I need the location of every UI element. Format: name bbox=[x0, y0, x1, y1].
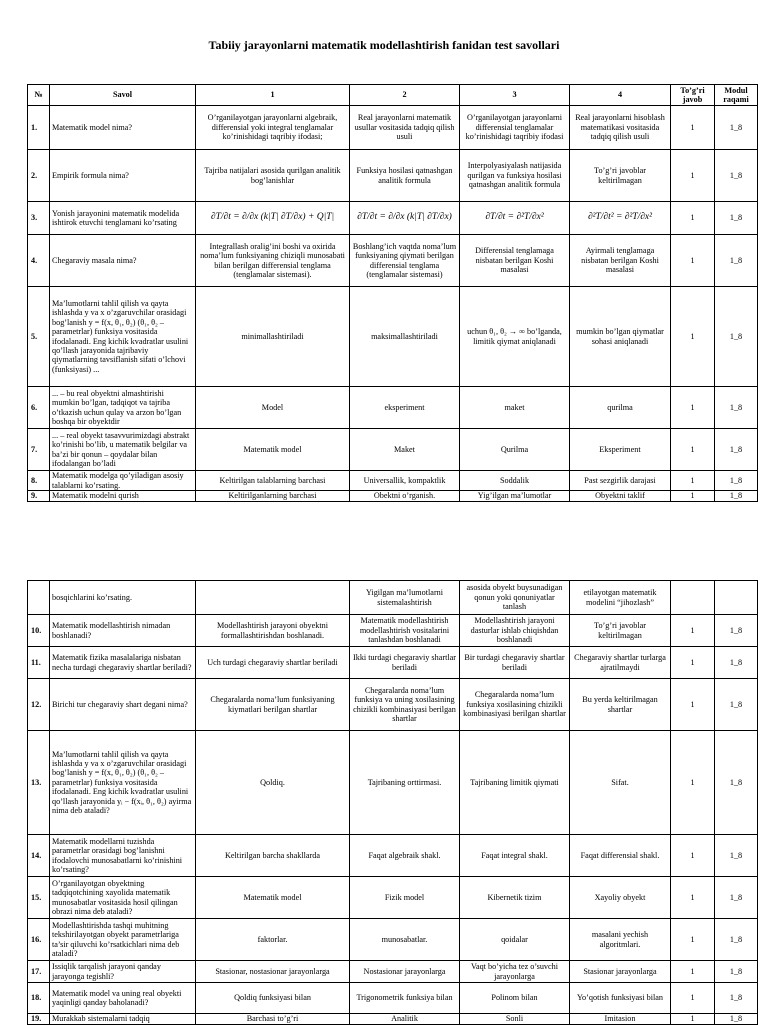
option-4: Faqat differensial shakl. bbox=[570, 835, 671, 877]
option-1: Qoldiq. bbox=[196, 731, 350, 835]
option-1: Keltirilgan talablarning barchasi bbox=[196, 471, 350, 491]
option-2: Matematik modellashtirish modellashtirish vositalarini tanlashdan boshlanadi bbox=[350, 615, 460, 647]
option-4: Obyektni taklif bbox=[570, 491, 671, 502]
module-number: 1_8 bbox=[715, 961, 758, 983]
option-4: To’g’ri javoblar keltirilmagan bbox=[570, 615, 671, 647]
question-number: 5. bbox=[28, 287, 50, 387]
question-text: ... – real obyekt tasavvurimizdagi abstrakt ko’rinishi bo’lib, u matematik belgilar va ba’zi bir qonun – qoydalar bilan ifodalangan bo’ladi bbox=[50, 429, 196, 471]
question-text: Ma’lumotlarni tahlil qilish va qayta ishlashda y va x o’zgaruvchilar orasidagi bog’lanish y = f(x, θ₁, θ₂) (θ₁, θ₂ – parametrlar) funksiya vositasida ifodalanadi. Eng kichik kvadratlar usulini qo’llash jarayonida yᵢ − f(xᵢ, θ₁, θ₂) ayirma nima deb ataladi? bbox=[50, 731, 196, 835]
question-text: Matematik model nima? bbox=[50, 106, 196, 150]
option-4: Chegaraviy shartlar turlarga ajratilmaydi bbox=[570, 647, 671, 679]
question-text: Issiqlik tarqalish jarayoni qanday jarayonga tegishli? bbox=[50, 961, 196, 983]
question-number: 14. bbox=[28, 835, 50, 877]
option-3: Modellashtirish jarayoni dasturlar ishlab chiqishdan boshlanadi bbox=[460, 615, 570, 647]
question-text: Modellashtirishda tashqi muhitning tekshirilayotgan obyekt parametrlariga ta’sir qiluvchi ko’rsatkichlari nima deb ataladi? bbox=[50, 919, 196, 961]
option-2: ∂T/∂t = ∂/∂x (k|T| ∂T/∂x) bbox=[350, 202, 460, 235]
question-text: Empirik formula nima? bbox=[50, 150, 196, 202]
option-2: Chegaralarda noma’lum funksiya va uning xosilasining chizikli kombinasiyasi berilgan shartlar bbox=[350, 679, 460, 731]
question-number: 10. bbox=[28, 615, 50, 647]
question-number: 9. bbox=[28, 491, 50, 502]
questions-table-part1 bbox=[27, 84, 758, 502]
question-text: Ma’lumotlarni tahlil qilish va qayta ishlashda y va x o’zgaruvchilar orasidagi bog’lanish y = f(x, θ₁, θ₂) (θ₁, θ₂ – parametrlar) funksiya vositasida ifodalanadi. Eng kichik kvadratlar usulini qo’llash jarayonida tajribaviy qiymatlarning tavsiflanish sifati o’lchovi (funksiyasi) ... bbox=[50, 287, 196, 387]
correct-answer: 1 bbox=[671, 647, 715, 679]
module-number: 1_8 bbox=[715, 835, 758, 877]
correct-answer bbox=[671, 581, 715, 615]
option-2: eksperiment bbox=[350, 387, 460, 429]
question-number: 6. bbox=[28, 387, 50, 429]
module-number: 1_8 bbox=[715, 731, 758, 835]
question-text: O’rganilayotgan obyektning tadqiqotchining xayolida matematik munosabatlar vositasida hosil qilingan obrazi nima deb ataladi? bbox=[50, 877, 196, 919]
option-4: mumkin bo’lgan qiymatlar sohasi aniqlanadi bbox=[570, 287, 671, 387]
option-4: qurilma bbox=[570, 387, 671, 429]
option-2: Trigonometrik funksiya bilan bbox=[350, 983, 460, 1014]
module-number: 1_8 bbox=[715, 647, 758, 679]
option-4: Past sezgirlik darajasi bbox=[570, 471, 671, 491]
question-number: 7. bbox=[28, 429, 50, 471]
option-2: Universallik, kompaktlik bbox=[350, 471, 460, 491]
option-2: Ikki turdagi chegaraviy shartlar beriladi bbox=[350, 647, 460, 679]
table-row bbox=[28, 731, 758, 835]
option-1: Model bbox=[196, 387, 350, 429]
option-1: Uch turdagi chegaraviy shartlar beriladi bbox=[196, 647, 350, 679]
correct-answer: 1 bbox=[671, 287, 715, 387]
question-text: Chegaraviy masala nima? bbox=[50, 235, 196, 287]
option-1: Chegaralarda noma’lum funksiyaning kiymatlari berilgan shartlar bbox=[196, 679, 350, 731]
correct-answer: 1 bbox=[671, 202, 715, 235]
option-1: Qoldiq funksiyasi bilan bbox=[196, 983, 350, 1014]
question-number: 2. bbox=[28, 150, 50, 202]
header-option-2: 2 bbox=[350, 85, 460, 106]
question-text: bosqichlarini ko’rsating. bbox=[50, 581, 196, 615]
question-number: 4. bbox=[28, 235, 50, 287]
question-number: 15. bbox=[28, 877, 50, 919]
question-number: 16. bbox=[28, 919, 50, 961]
page-title: Tabiiy jarayonlarni matematik modellashtirish fanidan test savollari bbox=[208, 38, 560, 52]
correct-answer: 1 bbox=[671, 731, 715, 835]
correct-answer: 1 bbox=[671, 961, 715, 983]
option-4: To’g’ri javoblar keltirilmagan bbox=[570, 150, 671, 202]
module-number bbox=[715, 581, 758, 615]
option-4: Sifat. bbox=[570, 731, 671, 835]
table-row bbox=[28, 877, 758, 919]
option-2: Nostasionar jarayonlarga bbox=[350, 961, 460, 983]
table-header-row bbox=[28, 85, 758, 106]
option-3: Tajribaning limitik qiymati bbox=[460, 731, 570, 835]
option-1 bbox=[196, 581, 350, 615]
option-4: Imitasion bbox=[570, 1014, 671, 1025]
option-2: Maket bbox=[350, 429, 460, 471]
table-row bbox=[28, 287, 758, 387]
option-4: Real jarayonlarni hisoblash matematikasi vositasida tadqiq qilish usuli bbox=[570, 106, 671, 150]
table-row bbox=[28, 491, 758, 502]
table-row bbox=[28, 983, 758, 1014]
option-3: O’rganilayotgan jarayonlarni differensial tenglamalar ko’rinishidagi taqribiy ifodasi bbox=[460, 106, 570, 150]
module-number: 1_8 bbox=[715, 429, 758, 471]
option-3: Sonli bbox=[460, 1014, 570, 1025]
question-text: Matematik modellashtirish nimadan boshlanadi? bbox=[50, 615, 196, 647]
option-4: Eksperiment bbox=[570, 429, 671, 471]
option-3: Faqat integral shakl. bbox=[460, 835, 570, 877]
option-4: ∂²T/∂t² = ∂²T/∂x² bbox=[570, 202, 671, 235]
option-3: Polinom bilan bbox=[460, 983, 570, 1014]
correct-answer: 1 bbox=[671, 1014, 715, 1025]
option-2: Boshlang’ich vaqtda noma’lum funksiyaning qiymati berilgan differensial tenglama (tenglamalar sistemasi) bbox=[350, 235, 460, 287]
option-3: Qurilma bbox=[460, 429, 570, 471]
option-2: maksimallashtiriladi bbox=[350, 287, 460, 387]
table-row bbox=[28, 150, 758, 202]
correct-answer: 1 bbox=[671, 429, 715, 471]
question-text: Matematik modelga qo’yiladigan asosiy talablarni ko’rsating. bbox=[50, 471, 196, 491]
option-4: etilayotgan matematik modelini “jihozlash” bbox=[570, 581, 671, 615]
question-number: 17. bbox=[28, 961, 50, 983]
option-4: Ayirmali tenglamaga nisbatan berilgan Koshi masalasi bbox=[570, 235, 671, 287]
option-3: asosida obyekt buysunadigan qonun yoki qonuniyatlar tanlash bbox=[460, 581, 570, 615]
question-text: ... – bu real obyektni almashtirishi mumkin bo’lgan, tadqiqot va tajriba o’tkazish uchun qulay va arzon bo’lgan boshqa bir obyektdir bbox=[50, 387, 196, 429]
table-row bbox=[28, 429, 758, 471]
table-row bbox=[28, 919, 758, 961]
question-number: 11. bbox=[28, 647, 50, 679]
option-3: uchun θ₁, θ₂ → ∞ bo’lganda, limitik qiymat aniqlanadi bbox=[460, 287, 570, 387]
option-1: Barchasi to’g’ri bbox=[196, 1014, 350, 1025]
option-3: Soddalik bbox=[460, 471, 570, 491]
question-number: 19. bbox=[28, 1014, 50, 1025]
correct-answer: 1 bbox=[671, 835, 715, 877]
module-number: 1_8 bbox=[715, 387, 758, 429]
correct-answer: 1 bbox=[671, 877, 715, 919]
option-2: Fizik model bbox=[350, 877, 460, 919]
header-question: Savol bbox=[50, 85, 196, 106]
table-row bbox=[28, 106, 758, 150]
option-1: minimallashtiriladi bbox=[196, 287, 350, 387]
option-4: masalani yechish algoritmlari. bbox=[570, 919, 671, 961]
table-row bbox=[28, 835, 758, 877]
module-number: 1_8 bbox=[715, 471, 758, 491]
question-number: 3. bbox=[28, 202, 50, 235]
option-3: Chegaralarda noma’lum funksiya xosilasining chizikli kombinasiyasi berilgan shartlar bbox=[460, 679, 570, 731]
option-1: Matematik model bbox=[196, 877, 350, 919]
option-2: Analitik bbox=[350, 1014, 460, 1025]
option-3: Kibernetik tizim bbox=[460, 877, 570, 919]
question-text: Murakkab sistemalarni tadqiq bbox=[50, 1014, 196, 1025]
option-4: Yo’qotish funksiyasi bilan bbox=[570, 983, 671, 1014]
option-1: Integrallash oralig’ini boshi va oxirida noma’lum funksiyaning chiziqli munosabati bilan berilgan differensial tenglama (tenglamalar sistemasi). bbox=[196, 235, 350, 287]
question-number: 12. bbox=[28, 679, 50, 731]
option-1: Modellashtirish jarayoni obyektni formallashtirishdan boshlanadi. bbox=[196, 615, 350, 647]
correct-answer: 1 bbox=[671, 679, 715, 731]
header-option-1: 1 bbox=[196, 85, 350, 106]
option-4: Stasionar jarayonlarga bbox=[570, 961, 671, 983]
option-1: O’rganilayotgan jarayonlarni algebraik, differensial yoki integral tenglamalar ko’rinishidagi taqribiy ifodasi; bbox=[196, 106, 350, 150]
correct-answer: 1 bbox=[671, 106, 715, 150]
module-number: 1_8 bbox=[715, 491, 758, 502]
table-row bbox=[28, 581, 758, 615]
correct-answer: 1 bbox=[671, 150, 715, 202]
module-number: 1_8 bbox=[715, 106, 758, 150]
question-number: 1. bbox=[28, 106, 50, 150]
table-row bbox=[28, 615, 758, 647]
option-1: faktorlar. bbox=[196, 919, 350, 961]
option-1: Stasionar, nostasionar jarayonlarga bbox=[196, 961, 350, 983]
correct-answer: 1 bbox=[671, 235, 715, 287]
option-2: Yigilgan ma’lumotlarni sistemalashtirish bbox=[350, 581, 460, 615]
question-number: 18. bbox=[28, 983, 50, 1014]
table-row bbox=[28, 235, 758, 287]
option-3: Yig’ilgan ma’lumotlar bbox=[460, 491, 570, 502]
option-4: Bu yerda keltirilmagan shartlar bbox=[570, 679, 671, 731]
question-text: Matematik modellarni tuzishda parametrlar orasidagi bog’lanishni ifodalovchi munosabatlarni ko’rinishini ko’rsating? bbox=[50, 835, 196, 877]
table-row bbox=[28, 202, 758, 235]
header-option-4: 4 bbox=[570, 85, 671, 106]
correct-answer: 1 bbox=[671, 387, 715, 429]
table-row bbox=[28, 387, 758, 429]
module-number: 1_8 bbox=[715, 983, 758, 1014]
correct-answer: 1 bbox=[671, 919, 715, 961]
question-text: Birichi tur chegaraviy shart degani nima? bbox=[50, 679, 196, 731]
questions-table-part2 bbox=[27, 580, 758, 1025]
option-3: Bir turdagi chegaraviy shartlar beriladi bbox=[460, 647, 570, 679]
module-number: 1_8 bbox=[715, 150, 758, 202]
option-4: Xayoliy obyekt bbox=[570, 877, 671, 919]
option-2: Tajribaning orttirmasi. bbox=[350, 731, 460, 835]
table-row bbox=[28, 471, 758, 491]
option-3: maket bbox=[460, 387, 570, 429]
table-row bbox=[28, 961, 758, 983]
module-number: 1_8 bbox=[715, 202, 758, 235]
option-2: Faqat algebraik shakl. bbox=[350, 835, 460, 877]
question-number: 8. bbox=[28, 471, 50, 491]
option-1: Matematik model bbox=[196, 429, 350, 471]
option-2: Funksiya hosilasi qatnashgan analitik formula bbox=[350, 150, 460, 202]
option-3: ∂T/∂t = ∂²T/∂x² bbox=[460, 202, 570, 235]
question-text: Matematik fizika masalalariga nisbatan necha turdagi chegaraviy shartlar beriladi? bbox=[50, 647, 196, 679]
table-row bbox=[28, 1014, 758, 1025]
option-3: qoidalar bbox=[460, 919, 570, 961]
option-2: Obektni o’rganish. bbox=[350, 491, 460, 502]
header-option-3: 3 bbox=[460, 85, 570, 106]
option-1: ∂T/∂t = ∂/∂x (k|T| ∂T/∂x) + Q|T| bbox=[196, 202, 350, 235]
question-number: 13. bbox=[28, 731, 50, 835]
header-number: № bbox=[28, 85, 50, 106]
option-3: Interpolyasiyalash natijasida qurilgan va funksiya hosilasi qatnashgan analitik formula bbox=[460, 150, 570, 202]
correct-answer: 1 bbox=[671, 471, 715, 491]
module-number: 1_8 bbox=[715, 679, 758, 731]
option-1: Keltirilganlarning barchasi bbox=[196, 491, 350, 502]
header-correct-answer: To’g’ri javob bbox=[671, 85, 715, 106]
module-number: 1_8 bbox=[715, 919, 758, 961]
correct-answer: 1 bbox=[671, 615, 715, 647]
module-number: 1_8 bbox=[715, 1014, 758, 1025]
module-number: 1_8 bbox=[715, 235, 758, 287]
option-3: Differensial tenglamaga nisbatan berilgan Koshi masalasi bbox=[460, 235, 570, 287]
correct-answer: 1 bbox=[671, 491, 715, 502]
question-text: Matematik model va uning real obyekti yaqinligi qanday baholanadi? bbox=[50, 983, 196, 1014]
module-number: 1_8 bbox=[715, 877, 758, 919]
option-2: munosabatlar. bbox=[350, 919, 460, 961]
option-1: Keltirilgan barcha shakllarda bbox=[196, 835, 350, 877]
option-2: Real jarayonlarni matematik usullar vositasida tadqiq qilish usuli bbox=[350, 106, 460, 150]
module-number: 1_8 bbox=[715, 287, 758, 387]
question-text: Matematik modelni qurish bbox=[50, 491, 196, 502]
table-row bbox=[28, 647, 758, 679]
option-1: Tajriba natijalari asosida qurilgan analitik bog’lanishlar bbox=[196, 150, 350, 202]
question-number bbox=[28, 581, 50, 615]
question-text: Yonish jarayonini matematik modelida ishtirok etuvchi tenglamani ko’rsating bbox=[50, 202, 196, 235]
module-number: 1_8 bbox=[715, 615, 758, 647]
table-row bbox=[28, 679, 758, 731]
header-module-number: Modul raqami bbox=[715, 85, 758, 106]
correct-answer: 1 bbox=[671, 983, 715, 1014]
option-3: Vaqt bo’yicha tez o’suvchi jarayonlarga bbox=[460, 961, 570, 983]
